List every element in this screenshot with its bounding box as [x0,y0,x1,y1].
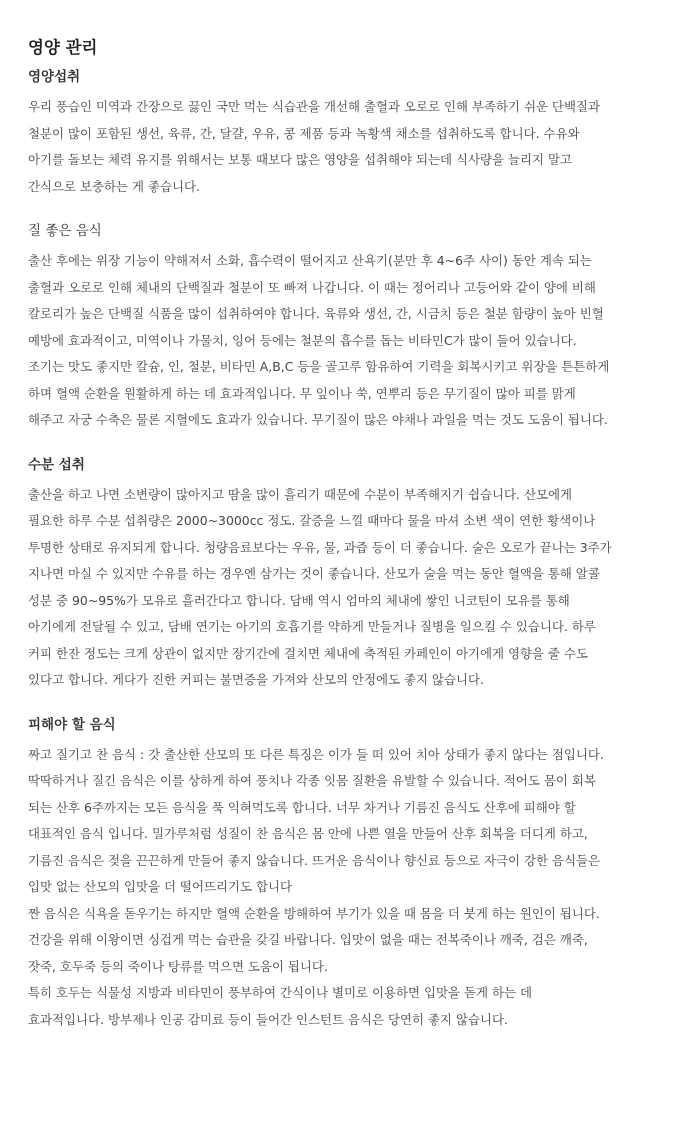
section-title: 수분 섭취 [28,456,85,473]
paragraph-line: 출산 후에는 위장 기능이 약해져서 소화, 흡수력이 떨어지고 산욕기(분만 후 4~6주 사이) 동안 계속 되는 [28,253,592,268]
paragraph-line: 효과적입니다. 방부제나 인공 감미료 등이 들어간 인스턴트 음식은 당연히 좋지 않습니다. [28,1011,508,1027]
paragraph-line: 아기를 돌보는 체력 유지를 위해서는 보통 때보다 많은 영양을 섭취해야 되는데 식사량을 늘리지 말고 [28,152,572,167]
paragraph-line: 짜고 질기고 찬 음식 : 갓 출산한 산모의 또 다른 특징은 이가 들 떠 있어 치아 상태가 좋지 않다는 점입니다. [28,746,604,762]
paragraph-line: 출혈과 오로로 인해 체내의 단백질과 철분이 또 빠져 나갑니다. 이 때는 정어리나 고등어와 같이 양에 비해 [28,279,596,295]
paragraph-line: 건강을 위해 이왕이면 싱겁게 먹는 습관을 갖길 바랍니다. 입맛이 없을 때는 전복죽이나 깨죽, 검은 깨죽, [28,932,588,947]
paragraph-line: 지나면 마실 수 있지만 수유를 하는 경우엔 삼가는 것이 좋습니다. 산모가 술을 먹는 동안 혈액을 통해 알콜 [28,566,600,581]
paragraph-line: 되는 산후 6주까지는 모든 음식을 푹 익혀먹도록 합니다. 너무 차거나 기름진 음식도 산후에 피해야 할 [28,799,576,815]
paragraph-line: 출산을 하고 나면 소변량이 많아지고 땀을 많이 흘리기 때문에 수분이 부족해지기 쉽습니다. 산모에게 [28,486,572,502]
paragraph-line: 커피 한잔 정도는 크게 상관이 없지만 장기간에 걸치면 체내에 축적된 카페인이 아기에게 영향을 줄 수도 [28,645,588,661]
paragraph-line: 딱딱하거나 질긴 음식은 이를 상하게 하여 풍치나 각종 잇몸 질환을 유발할 수 있습니다. 적어도 몸이 회복 [28,773,596,788]
section-foods-to-avoid [28,714,683,1034]
section-water-intake [28,454,683,694]
paragraph-line: 간식으로 보충하는 게 좋습니다. [28,178,201,194]
paragraph-line: 특히 호두는 식물성 지방과 비타민이 풍부하여 간식이나 별미로 이용하면 입맛을 돋게 하는 데 [28,985,533,1000]
section-title: 질 좋은 음식 [28,223,102,239]
paragraph-line: 예방에 효과적이고, 미역이나 가물치, 잉어 등에는 철분의 흡수를 돕는 비타민C가 많이 들어 있습니다. [28,332,577,348]
paragraph-line: 투명한 상태로 유지되게 합니다. 청량음료보다는 우유, 물, 과즙 등이 더 좋습니다. 술은 오로가 끝나는 3주가 [28,539,612,555]
paragraph-line: 철분이 많이 포함된 생선, 육류, 간, 달걀, 우유, 콩 제품 등과 녹황색 채소를 섭취하도록 합니다. 수유와 [28,125,580,141]
section-title: 영양섭취 [28,69,81,85]
paragraph-line: 조기는 맛도 좋지만 칼슘, 인, 철분, 비타민 A,B,C 등을 골고루 함유하여 기력을 회복시키고 위장을 튼튼하게 [28,359,610,374]
section-nutrition-intake [28,66,683,200]
paragraph-line: 칼로리가 높은 단백질 식품을 많이 섭취하여야 합니다. 육류와 생선, 간, 시금치 등은 철분 함량이 높아 빈혈 [28,306,604,321]
paragraph-line: 우리 풍습인 미역과 간장으로 끓인 국만 먹는 식습관을 개선해 출혈과 오로로 인해 부족하기 쉬운 단백질과 [28,99,600,114]
paragraph-line: 있다고 합니다. 게다가 진한 커피는 불면증을 가져와 산모의 안정에도 좋지 않습니다. [28,672,484,687]
page-title: 영양 관리 [28,38,98,57]
paragraph-line: 성분 중 90~95%가 모유로 흘러간다고 합니다. 담배 역시 엄마의 체내에 쌓인 니코틴이 모유를 통해 [28,592,570,608]
section-quality-food [28,220,683,434]
article [28,36,683,1033]
paragraph-line: 대표적인 음식 입니다. 밀가루처럼 성질이 찬 음식은 몸 안에 나쁜 열을 만들어 산후 회복을 더디게 하고, [28,826,588,841]
paragraph-line: 기름진 음식은 젖을 끈끈하게 만들어 좋지 않습니다. 뜨거운 음식이나 향신료 등으로 자극이 강한 음식들은 [28,852,600,868]
paragraph-line: 짠 음식은 식욕을 돋우기는 하지만 혈액 순환을 방해하여 부기가 있을 때 몸을 더 붓게 하는 원인이 됩니다. [28,905,600,921]
paragraph-line: 아기에게 전달될 수 있고, 담배 연기는 아기의 호흡기를 약하게 만들거나 질병을 일으킬 수 있습니다. 하루 [28,619,596,634]
paragraph-line: 잣죽, 호두죽 등의 죽이나 탕류를 먹으면 도움이 됩니다. [28,958,328,974]
section-title: 피해야 할 음식 [28,716,116,733]
paragraph-line: 필요한 하루 수분 섭취량은 2000~3000cc 정도. 갈증을 느낄 때마다 물을 마셔 소변 색이 연한 황색이나 [28,513,596,528]
paragraph-line: 입맛 없는 산모의 입맛을 더 떨어뜨리기도 합니다 [28,879,293,894]
paragraph-line: 하며 혈액 순환을 원활하게 하는 데 효과적입니다. 무 잎이나 쑥, 연뿌리 등은 무기질이 많아 피를 맑게 [28,385,576,401]
paragraph-line: 해주고 자궁 수축은 물론 지혈에도 효과가 있습니다. 무기질이 많은 야채나 과일을 먹는 것도 도움이 됩니다. [28,412,608,427]
